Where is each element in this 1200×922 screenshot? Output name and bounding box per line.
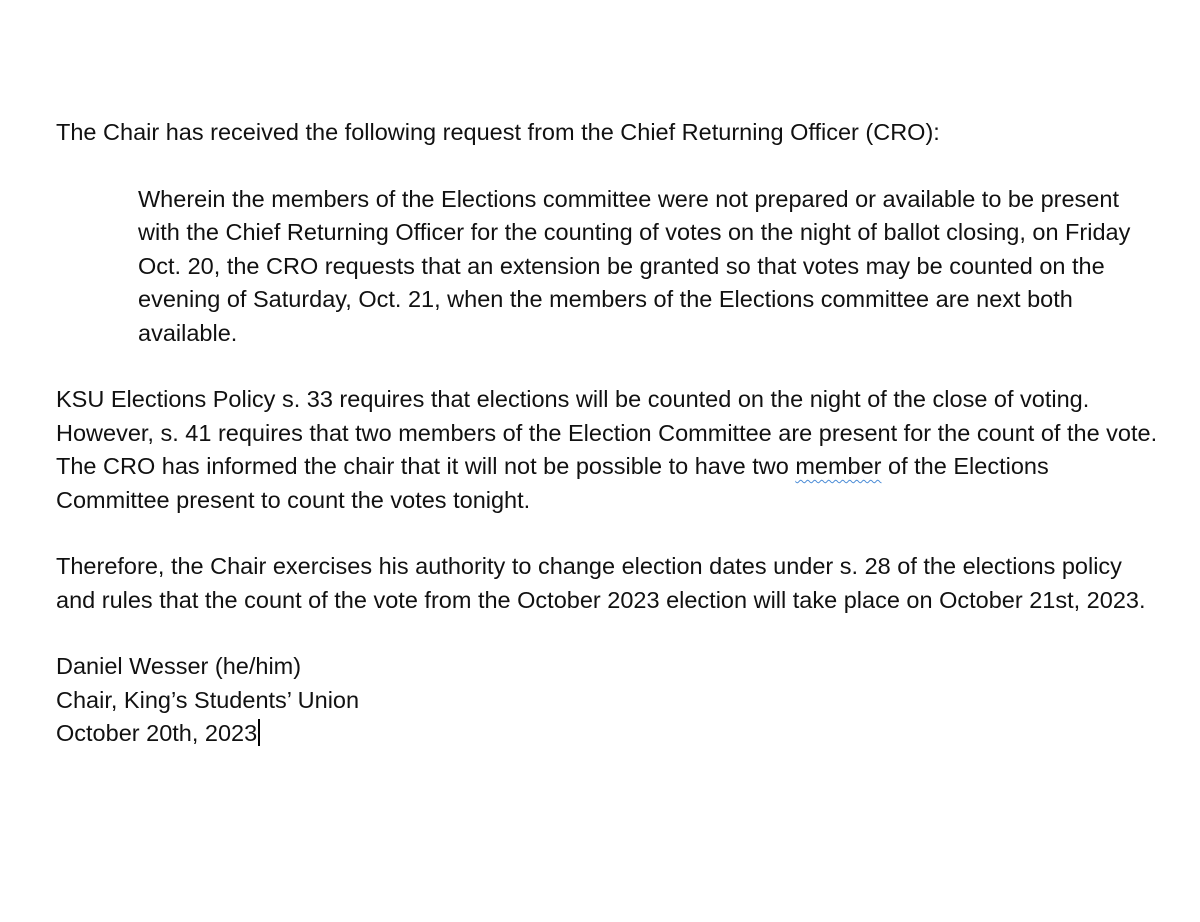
policy-text-start: KSU Elections Policy s. 33 requires that elections will be counted on the night of the close of voting. However, s. 41 requires that two members of the Election Committee are present for the count of the vote. The CRO has informed the chair that it will not be possible to have two [56,386,1158,479]
quoted-request: Wherein the members of the Elections committee were not prepared or available to be present with the Chief Returning Officer for the counting of votes on the night of ballot closing, on Friday Oct. 20, the CRO requests that an extension be granted so that votes may be counted on the evening of Saturday, Oct. 21, when the members of the Elections committee are next both available. [138,185,1131,346]
signature-date-line [56,717,1166,751]
policy-text-end: of the Elections Committee present to count the votes tonight. [56,453,1049,513]
ruling-paragraph: Therefore, the Chair exercises his authority to change election dates under s. 28 of the elections policy and rules that the count of the vote from the October 2023 election will take place on October 21st, 2023. [56,553,1146,613]
signature-date: October 20th, 2023 [56,720,258,746]
signature-block [56,650,1166,751]
signature-name: Daniel Wesser (he/him) [56,653,302,679]
document-body[interactable] [56,116,1166,751]
signature-title: Chair, King’s Students’ Union [56,686,360,713]
policy-paragraph [56,383,1166,517]
intro-paragraph: The Chair has received the following request from the Chief Returning Officer (CRO): [56,119,940,145]
spellcheck-flagged-word[interactable]: member [795,453,882,479]
text-cursor [258,719,260,746]
